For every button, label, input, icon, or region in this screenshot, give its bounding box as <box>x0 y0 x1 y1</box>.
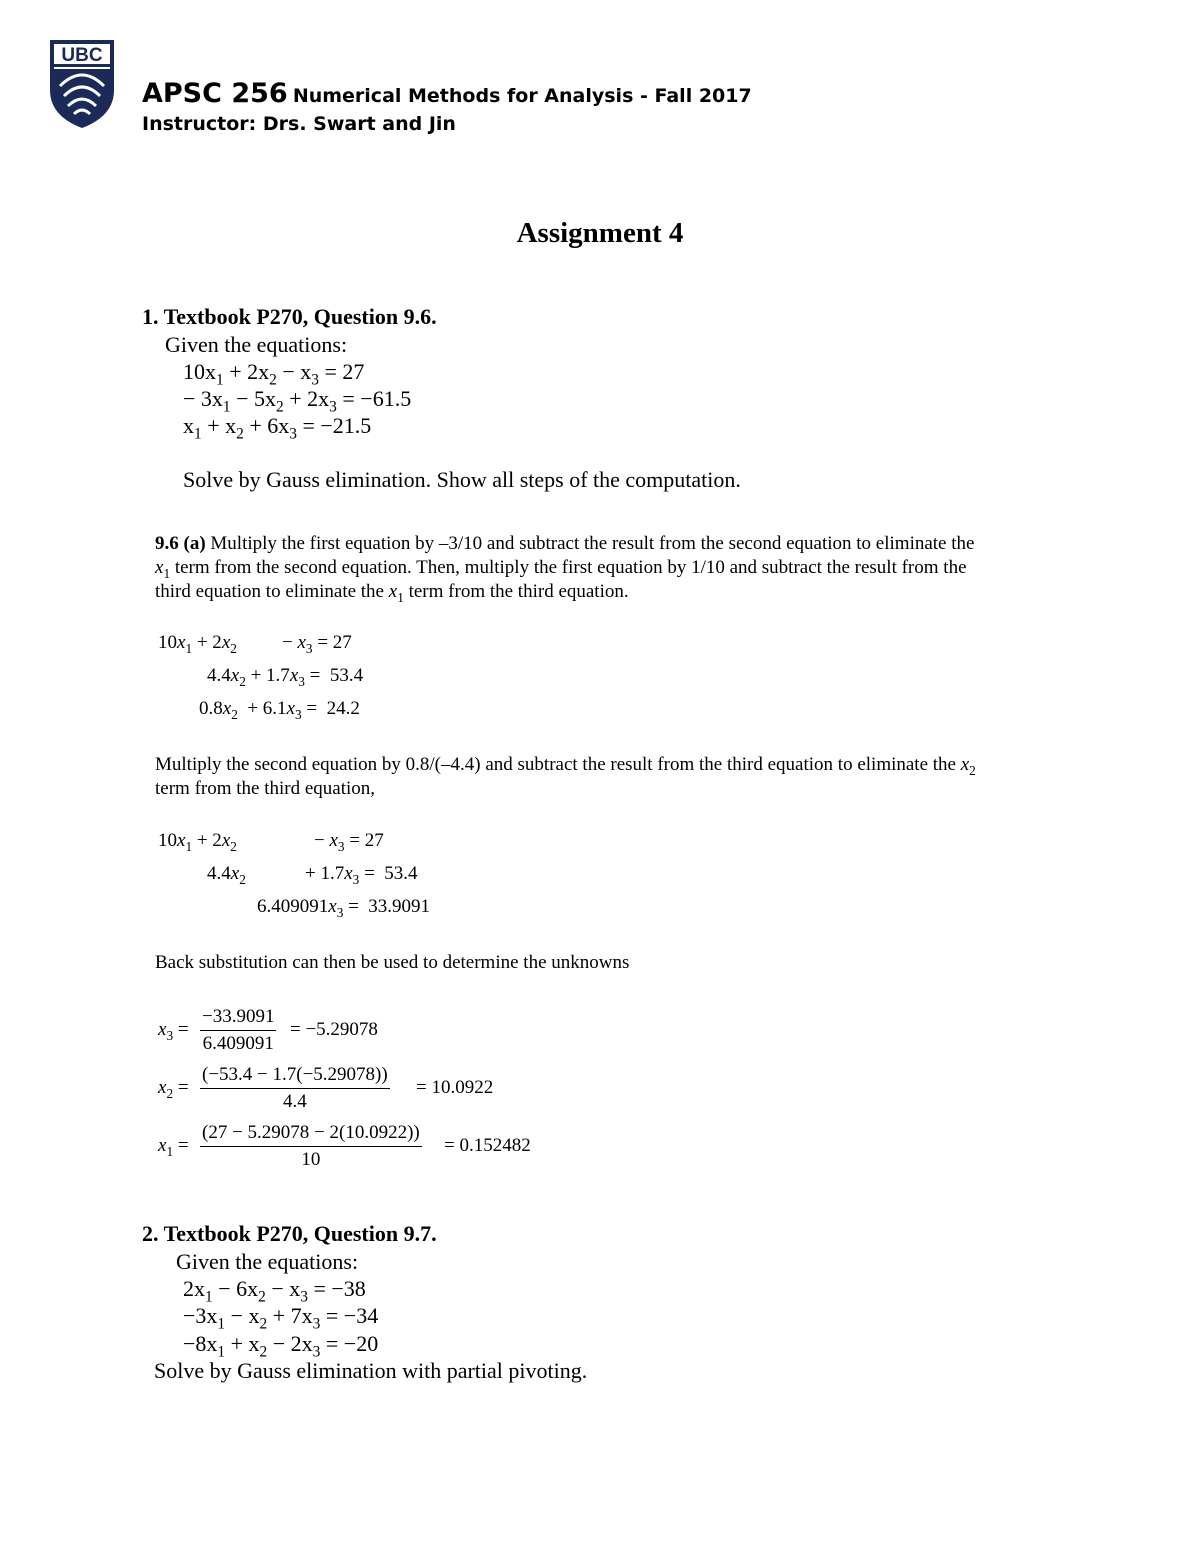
sol-para1-d: term from the third equation. <box>403 581 629 602</box>
course-title: Numerical Methods for Analysis - Fall 2017 <box>292 85 752 107</box>
q2-heading: 2. Textbook P270, Question 9.7. <box>142 1221 437 1246</box>
course-header <box>142 78 752 109</box>
sol-para1-a: Multiply the first equation by –3/10 and subtract the result from the second equation to eliminate the <box>205 533 975 554</box>
instructor-line: Instructor: Drs. Swart and Jin <box>142 113 456 135</box>
logo-text: UBC <box>61 45 103 66</box>
sys1-row2: $4.4x_2 + 1.7x_3 = 53.4$ <box>207 665 364 689</box>
sol-para2-line2: term from the third equation, <box>155 778 376 799</box>
q1-heading: 1. Textbook P270, Question 9.6. <box>142 304 437 329</box>
q2-task: Solve by Gauss elimination with partial pivoting. <box>154 1358 588 1383</box>
x2-lhs: $x_2$ = <box>158 1077 189 1101</box>
x1-fraction <box>200 1120 422 1173</box>
sol-para1-line1 <box>155 533 974 555</box>
q2-intro: Given the equations: <box>176 1249 359 1274</box>
sol-label: 9.6 (a) <box>155 533 206 554</box>
x3-lhs: $x_3$ = <box>158 1019 189 1043</box>
sys2-row1-right: − $x_3 = 27$ <box>314 830 384 854</box>
ubc-logo <box>48 38 116 130</box>
sys2-row1-left: $10x_1 + 2x_2$ <box>158 830 237 854</box>
q2-eq1: $2x_1 - 6x_2 - x_3 = -38$ <box>183 1276 366 1306</box>
sys2-row2-right: + $1.7x_3 = 53.4$ <box>305 863 418 887</box>
sol-para3: Back substitution can then be used to determine the unknowns <box>155 952 630 973</box>
x3-numerator: −33.9091 <box>200 1004 276 1031</box>
sys1-row3: $0.8x_2 + 6.1x_3 = 24.2$ <box>199 698 360 722</box>
sol-para1-c: third equation to eliminate the <box>155 581 389 602</box>
sol-para2-a: Multiply the second equation by 0.8/(–4.4) and subtract the result from the third equation to eliminate the <box>155 754 961 775</box>
x2-numerator: (−53.4 − 1.7(−5.29078)) <box>200 1062 390 1089</box>
x1-denominator: 10 <box>301 1149 321 1170</box>
page-title: Assignment 4 <box>516 217 684 249</box>
q1-intro: Given the equations: <box>165 332 348 357</box>
x3-value: = −5.29078 <box>290 1019 378 1040</box>
x1-lhs: $x_1$ = <box>158 1135 189 1159</box>
q2-eq3: $-8x_1 + x_2 - 2x_3 = -20$ <box>183 1331 379 1361</box>
x2-denominator: 4.4 <box>282 1091 307 1112</box>
sol-para1-line2: $x_1$ term from the second equation. Then, multiply the first equation by 1/10 and subtract the result from the <box>155 557 967 581</box>
sys2-row2-left: $4.4x_2$ <box>207 863 246 887</box>
x2-fraction <box>200 1062 390 1115</box>
q1-eq2: − $3x_1 - 5x_2 + 2x_3 = -61.5$ <box>183 386 412 416</box>
q1-eq1: $10x_1 + 2x_2 - x_3 = 27$ <box>183 359 365 389</box>
sys2-row3: $6.409091x_3 = 33.9091$ <box>257 896 431 920</box>
q1-eq3: $x_1 + x_2 + 6x_3 = -21.5$ <box>183 413 372 443</box>
sol-para2-line1: Multiply the second equation by 0.8/(–4.4) and subtract the result from the third equation to eliminate the $x_2$ <box>155 754 976 778</box>
x2-value: = 10.0922 <box>416 1077 494 1098</box>
x3-fraction <box>200 1004 276 1057</box>
course-code: APSC 256 <box>142 78 288 109</box>
x1-numerator: (27 − 5.29078 − 2(10.0922)) <box>200 1120 422 1147</box>
x1-value: = 0.152482 <box>444 1135 531 1156</box>
sys1-row1-right: − $x_3 = 27$ <box>282 632 352 656</box>
q1-task: Solve by Gauss elimination. Show all steps of the computation. <box>183 467 741 492</box>
sol-para1-b: term from the second equation. Then, multiply the first equation by 1/10 and subtract the result from the <box>170 557 967 578</box>
sys1-row1-left: $10x_1 + 2x_2$ <box>158 632 237 656</box>
x3-denominator: 6.409091 <box>202 1033 274 1054</box>
sol-para1-line3: third equation to eliminate the $x_1$ term from the third equation. <box>155 581 629 605</box>
q2-eq2: $-3x_1 - x_2 + 7x_3 = -34$ <box>183 1303 379 1333</box>
